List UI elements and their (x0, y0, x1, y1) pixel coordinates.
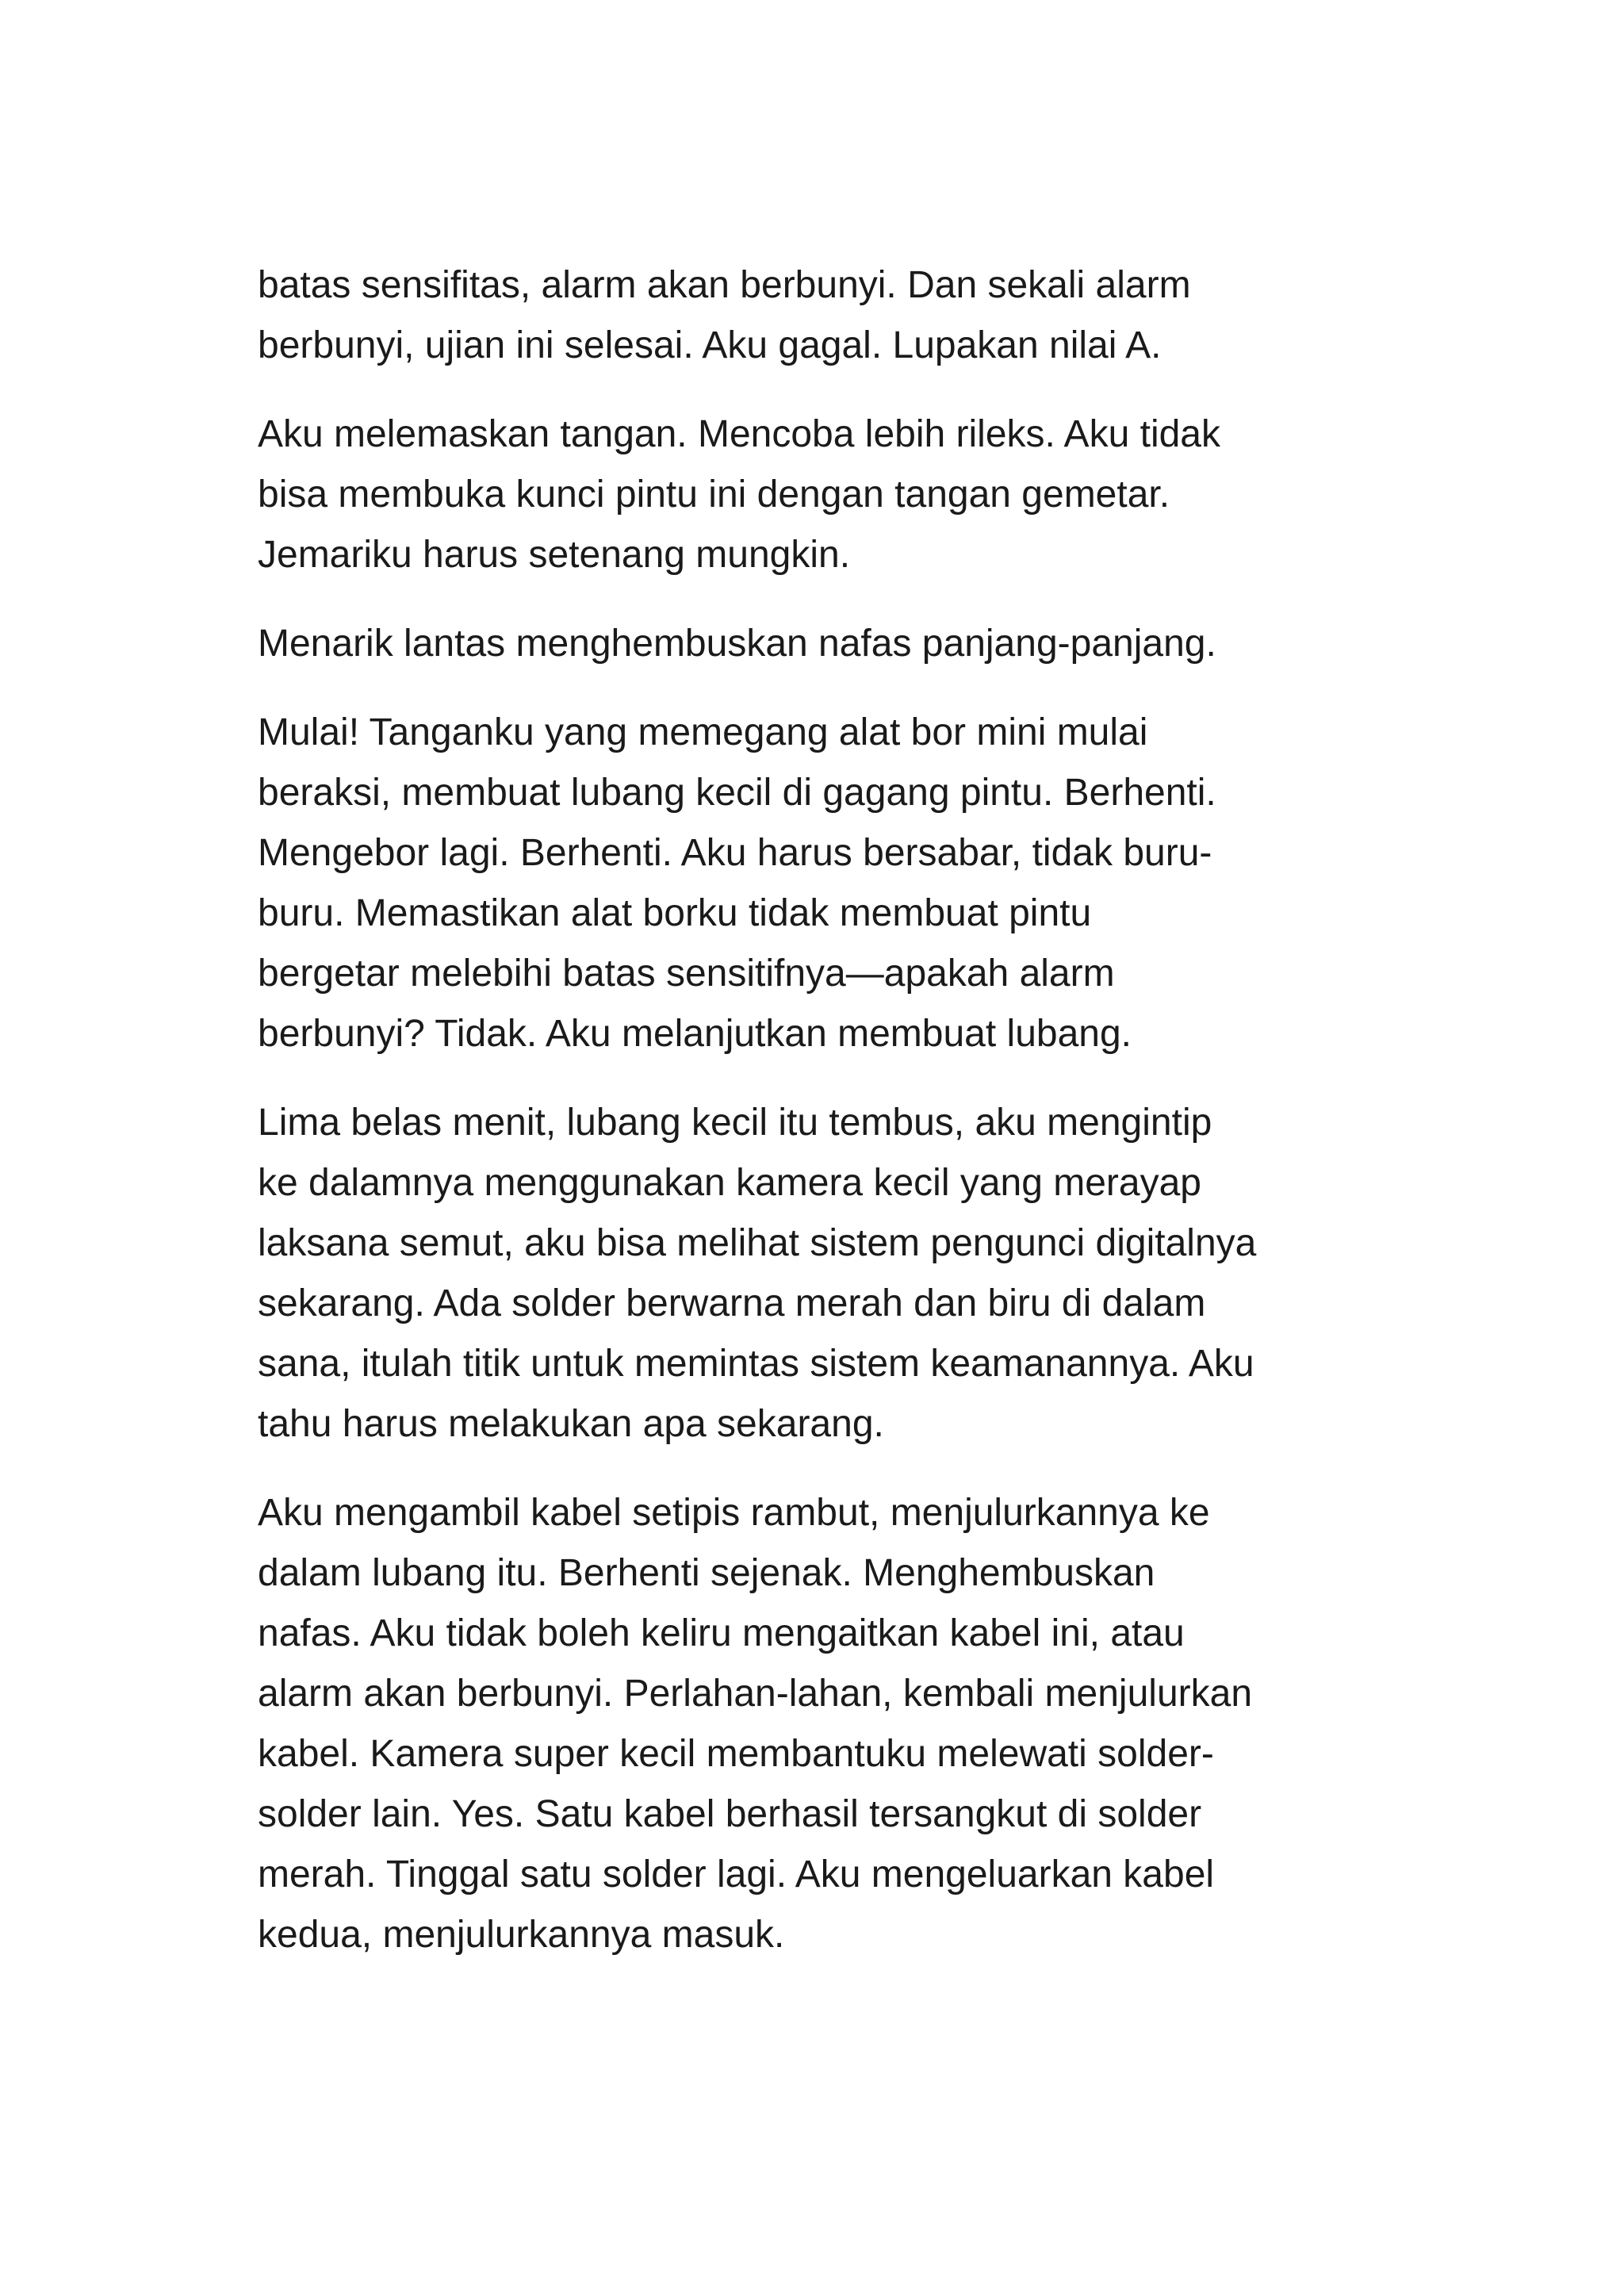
text-line: beraksi, membuat lubang kecil di gagang pintu. Berhenti. (258, 772, 1216, 814)
text-line: Mulai! Tanganku yang memegang alat bor mini mulai (258, 711, 1148, 753)
text-line: Jemariku harus setenang mungkin. (258, 534, 851, 576)
text-line: bisa membuka kunci pintu ini dengan tangan gemetar. (258, 473, 1170, 516)
text-line: merah. Tinggal satu solder lagi. Aku mengeluarkan kabel (258, 1853, 1215, 1895)
paragraph (258, 255, 1408, 376)
text-line: sekarang. Ada solder berwarna merah dan biru di dalam (258, 1282, 1206, 1324)
text-line: laksana semut, aku bisa melihat sistem pengunci digitalnya (258, 1222, 1257, 1264)
text-line: Mengebor lagi. Berhenti. Aku harus bersabar, tidak buru- (258, 832, 1212, 874)
text-line: sana, itulah titik untuk memintas sistem keamanannya. Aku (258, 1343, 1254, 1385)
text-body (258, 255, 1408, 1994)
text-line: tahu harus melakukan apa sekarang. (258, 1403, 884, 1445)
paragraph (258, 404, 1408, 585)
text-line: berbunyi, ujian ini selesai. Aku gagal. Lupakan nilai A. (258, 324, 1162, 366)
text-line: buru. Memastikan alat borku tidak membuat pintu (258, 892, 1092, 934)
text-line: kabel. Kamera super kecil membantuku melewati solder- (258, 1733, 1214, 1775)
text-line: Menarik lantas menghembuskan nafas panjang-panjang. (258, 623, 1216, 665)
paragraph (258, 703, 1408, 1064)
paragraph (258, 614, 1408, 674)
text-line: bergetar melebihi batas sensitifnya—apakah alarm (258, 953, 1115, 995)
paragraph (258, 1093, 1408, 1455)
text-line: Aku mengambil kabel setipis rambut, menjulurkannya ke (258, 1492, 1210, 1534)
text-line: kedua, menjulurkannya masuk. (258, 1914, 785, 1956)
text-line: solder lain. Yes. Satu kabel berhasil tersangkut di solder (258, 1793, 1202, 1835)
text-line: dalam lubang itu. Berhenti sejenak. Menghembuskan (258, 1552, 1155, 1594)
text-line: berbunyi? Tidak. Aku melanjutkan membuat lubang. (258, 1013, 1132, 1055)
text-line: ke dalamnya menggunakan kamera kecil yang merayap (258, 1162, 1201, 1204)
text-line: Aku melemaskan tangan. Mencoba lebih rileks. Aku tidak (258, 413, 1220, 455)
text-line: Lima belas menit, lubang kecil itu tembus, aku mengintip (258, 1102, 1212, 1144)
text-line: batas sensifitas, alarm akan berbunyi. Dan sekali alarm (258, 264, 1191, 306)
paragraph (258, 1483, 1408, 1965)
text-line: alarm akan berbunyi. Perlahan-lahan, kembali menjulurkan (258, 1673, 1253, 1715)
text-line: nafas. Aku tidak boleh keliru mengaitkan kabel ini, atau (258, 1612, 1185, 1654)
